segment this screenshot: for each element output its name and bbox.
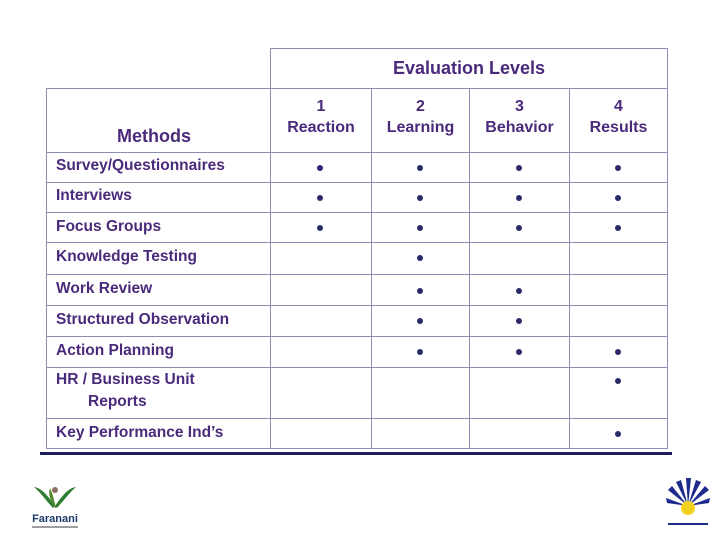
grid-row-line bbox=[46, 418, 668, 419]
level-name: Behavior bbox=[485, 119, 554, 136]
level-name: Results bbox=[589, 119, 648, 136]
grid-right-edge bbox=[667, 48, 668, 449]
evaluation-mark-dot bbox=[615, 195, 621, 201]
level-header-1 bbox=[271, 96, 371, 138]
method-label: Work Review bbox=[56, 280, 153, 297]
method-label: Survey/Questionnaires bbox=[56, 157, 225, 174]
evaluation-mark-dot bbox=[615, 225, 621, 231]
evaluation-mark-dot bbox=[615, 431, 621, 437]
footer-rule bbox=[40, 452, 672, 455]
evaluation-mark-dot bbox=[516, 318, 522, 324]
grid-bottom-line bbox=[46, 448, 668, 449]
level-header-2 bbox=[372, 96, 469, 138]
evaluation-mark-dot bbox=[516, 349, 522, 355]
grid-row-line bbox=[46, 182, 668, 183]
grid-row-line bbox=[46, 242, 668, 243]
evaluation-mark-dot bbox=[417, 288, 423, 294]
level-name: Reaction bbox=[287, 119, 355, 136]
evaluation-mark-dot bbox=[615, 378, 621, 384]
level-header-3 bbox=[470, 96, 569, 138]
method-label-continued: Reports bbox=[88, 393, 147, 410]
level-number: 3 bbox=[515, 98, 524, 115]
faranani-logo bbox=[20, 478, 90, 534]
grid-row-line bbox=[46, 305, 668, 306]
evaluation-mark-dot bbox=[417, 165, 423, 171]
level-number: 1 bbox=[316, 98, 326, 115]
evaluation-mark-dot bbox=[417, 225, 423, 231]
grid-line-top-outer bbox=[46, 88, 668, 89]
evaluation-mark-dot bbox=[317, 195, 323, 201]
evaluation-mark-dot bbox=[615, 349, 621, 355]
grid-col-line bbox=[469, 88, 470, 449]
evaluation-mark-dot bbox=[516, 225, 522, 231]
level-number: 2 bbox=[416, 98, 425, 115]
method-label: Interviews bbox=[56, 187, 132, 204]
method-label: Knowledge Testing bbox=[56, 248, 197, 265]
grid-col-line bbox=[371, 88, 372, 449]
method-label: Key Performance Ind’s bbox=[56, 424, 224, 441]
grid-row-line bbox=[46, 367, 668, 368]
evaluation-mark-dot bbox=[317, 165, 323, 171]
methods-header: Methods bbox=[117, 126, 191, 146]
method-label: Focus Groups bbox=[56, 218, 162, 235]
sunburst-logo bbox=[662, 476, 714, 532]
evaluation-mark-dot bbox=[417, 349, 423, 355]
level-name: Learning bbox=[386, 119, 455, 136]
method-label: Action Planning bbox=[56, 342, 174, 359]
level-header-4 bbox=[570, 96, 667, 138]
level-number: 4 bbox=[614, 98, 623, 115]
faranani-logo-text: Faranani bbox=[32, 513, 78, 525]
evaluation-levels-header: Evaluation Levels bbox=[392, 58, 546, 78]
grid-left-edge bbox=[46, 88, 47, 449]
grid-row-line bbox=[46, 336, 668, 337]
evaluation-mark-dot bbox=[615, 165, 621, 171]
method-label: Structured Observation bbox=[56, 311, 230, 328]
evaluation-mark-dot bbox=[516, 165, 522, 171]
grid-header-bottom bbox=[46, 152, 668, 153]
grid-top-line bbox=[270, 48, 668, 49]
grid-row-line bbox=[46, 212, 668, 213]
evaluation-mark-dot bbox=[516, 195, 522, 201]
evaluation-mark-dot bbox=[417, 195, 423, 201]
evaluation-mark-dot bbox=[417, 255, 423, 261]
evaluation-mark-dot bbox=[516, 288, 522, 294]
grid-col-line bbox=[569, 88, 570, 449]
grid-row-line bbox=[46, 274, 668, 275]
evaluation-mark-dot bbox=[317, 225, 323, 231]
evaluation-mark-dot bbox=[417, 318, 423, 324]
method-label: HR / Business Unit bbox=[56, 371, 195, 388]
